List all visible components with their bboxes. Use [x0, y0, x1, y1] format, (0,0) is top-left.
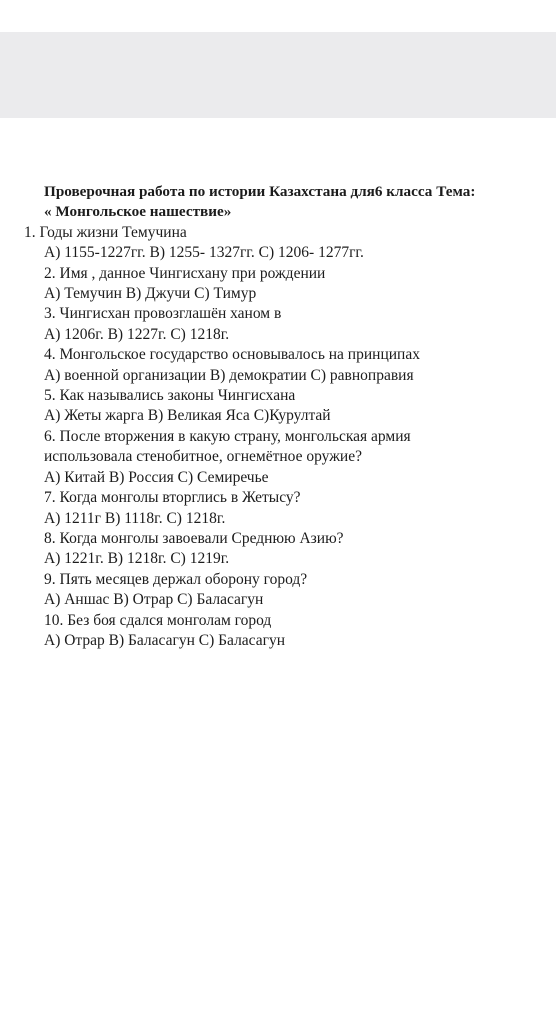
- question-1: 1. Годы жизни Темучина: [24, 223, 187, 241]
- question-8: 8. Когда монголы завоевали Среднюю Азию?: [44, 529, 344, 547]
- question-3: 3. Чингисхан провозглашён ханом в: [44, 305, 282, 323]
- answers-10: А) Отрар В) Баласагун С) Баласагун: [44, 631, 286, 649]
- answers-6: А) Китай В) Россия С) Семиречье: [44, 468, 269, 486]
- gray-header-band: [0, 32, 556, 118]
- answers-5: А) Жеты жарга В) Великая Яса С)Курултай: [44, 407, 331, 425]
- answers-8: А) 1221г. В) 1218г. С) 1219г.: [44, 550, 230, 568]
- answers-4: А) военной организации В) демократии С) равноправия: [44, 366, 414, 384]
- question-5: 5. Как назывались законы Чингисхана: [44, 387, 296, 405]
- question-9: 9. Пять месяцев держал оборону город?: [44, 570, 308, 588]
- answers-1: А) 1155-1227гг. В) 1255- 1327гг. С) 1206- 1277гг.: [44, 244, 364, 262]
- question-4: 4. Монгольское государство основывалось на принципах: [44, 346, 420, 364]
- top-margin: [0, 0, 556, 32]
- document-body: [0, 182, 556, 651]
- question-10: 10. Без боя сдался монголам город: [44, 611, 272, 629]
- question-6: 6. После вторжения в какую страну, монгольская армия: [44, 427, 411, 445]
- question-6-continued: использовала стенобитное, огнемётное оружие?: [44, 448, 362, 466]
- answers-9: А) Аншас В) Отрар С) Баласагун: [44, 591, 264, 609]
- document-title-line-1: Проверочная работа по истории Казахстана для6 класса Тема:: [44, 183, 476, 200]
- answers-3: А) 1206г. В) 1227г. С) 1218г.: [44, 325, 230, 343]
- question-2: 2. Имя , данное Чингисхану при рождении: [44, 264, 326, 282]
- answers-2: А) Темучин В) Джучи С) Тимур: [44, 285, 257, 303]
- answers-7: А) 1211г В) 1118г. С) 1218г.: [44, 509, 226, 527]
- document-title-line-2: « Монгольское нашествие»: [44, 203, 232, 221]
- question-7: 7. Когда монголы вторглись в Жетысу?: [44, 489, 301, 507]
